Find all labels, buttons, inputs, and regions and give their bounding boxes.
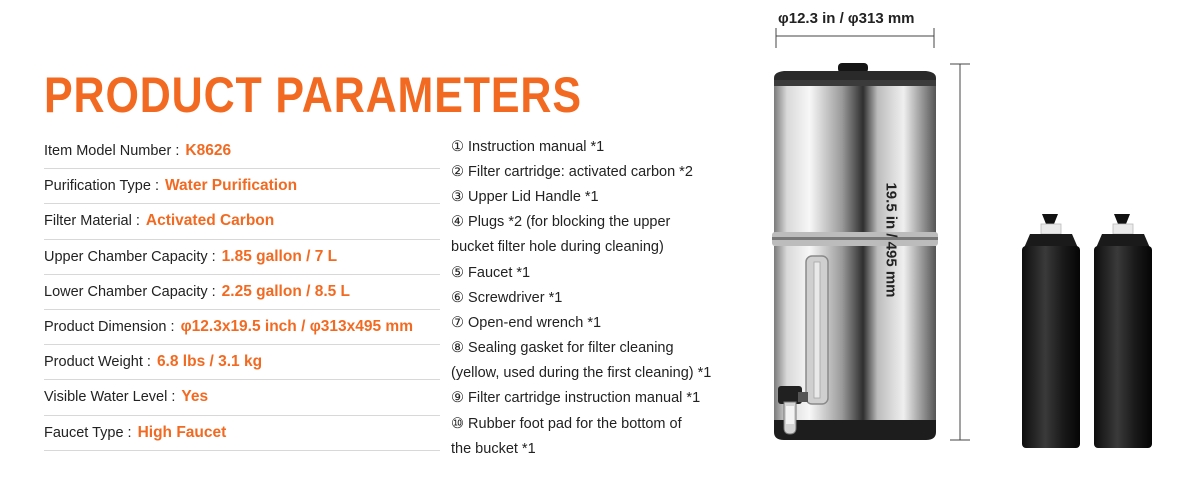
param-value: High Faucet (137, 423, 227, 441)
list-item: bucket filter hole during cleaning) (451, 239, 664, 256)
param-row-model (44, 134, 440, 169)
param-label: Filter Material : (44, 213, 140, 230)
list-item: ③ Upper Lid Handle *1 (451, 188, 599, 205)
height-dimension-line (950, 64, 970, 440)
param-row-filter-material (44, 204, 440, 239)
param-label: Item Model Number : (44, 143, 180, 160)
filter-cartridge-left (1022, 214, 1080, 448)
list-item: (yellow, used during the first cleaning) *1 (451, 365, 712, 382)
param-row-upper-capacity (44, 240, 440, 275)
param-row-lower-capacity (44, 275, 440, 310)
list-item: ② Filter cartridge: activated carbon *2 (451, 163, 693, 180)
width-dimension-label: φ12.3 in / φ313 mm (778, 10, 915, 27)
parameters-table (44, 134, 440, 451)
param-value: 6.8 lbs / 3.1 kg (156, 353, 263, 371)
param-label: Visible Water Level : (44, 389, 176, 406)
list-item: ④ Plugs *2 (for blocking the upper (451, 214, 671, 231)
param-label: Product Weight : (44, 354, 151, 371)
param-value: φ12.3x19.5 inch / φ313x495 mm (180, 318, 413, 336)
param-label: Lower Chamber Capacity : (44, 283, 216, 300)
param-label: Faucet Type : (44, 424, 132, 441)
param-row-purification-type (44, 169, 440, 204)
list-item: ⑩ Rubber foot pad for the bottom of (451, 415, 682, 432)
param-value: 1.85 gallon / 7 L (221, 247, 338, 265)
list-item: ⑦ Open-end wrench *1 (451, 314, 602, 331)
list-item: ⑤ Faucet *1 (451, 264, 531, 281)
base (774, 420, 936, 440)
filter-cartridge-right (1094, 214, 1152, 448)
param-label: Purification Type : (44, 178, 159, 195)
page-title: PRODUCT PARAMETERS (44, 67, 582, 123)
width-dimension-line (776, 28, 934, 48)
param-row-water-level (44, 380, 440, 415)
param-value: Water Purification (165, 177, 298, 195)
height-dimension-label: 19.5 in / 495 mm (882, 182, 900, 298)
param-row-faucet-type (44, 416, 440, 451)
list-item: ① Instruction manual *1 (451, 138, 605, 155)
param-value: K8626 (185, 142, 232, 160)
param-value: Yes (181, 388, 209, 406)
param-value: Activated Carbon (145, 212, 275, 230)
list-item: ⑥ Screwdriver *1 (451, 289, 563, 306)
water-filter-drawing (740, 0, 1200, 492)
list-item: the bucket *1 (451, 440, 536, 457)
upper-chamber (774, 86, 936, 236)
param-label: Product Dimension : (44, 319, 175, 336)
product-illustration (740, 0, 1200, 492)
param-value: 2.25 gallon / 8.5 L (221, 282, 351, 300)
param-row-dimension (44, 310, 440, 345)
param-label: Upper Chamber Capacity : (44, 248, 216, 265)
list-item: ⑧ Sealing gasket for filter cleaning (451, 340, 674, 357)
package-contents-list (451, 134, 751, 461)
param-row-weight (44, 345, 440, 380)
list-item: ⑨ Filter cartridge instruction manual *1 (451, 390, 701, 407)
